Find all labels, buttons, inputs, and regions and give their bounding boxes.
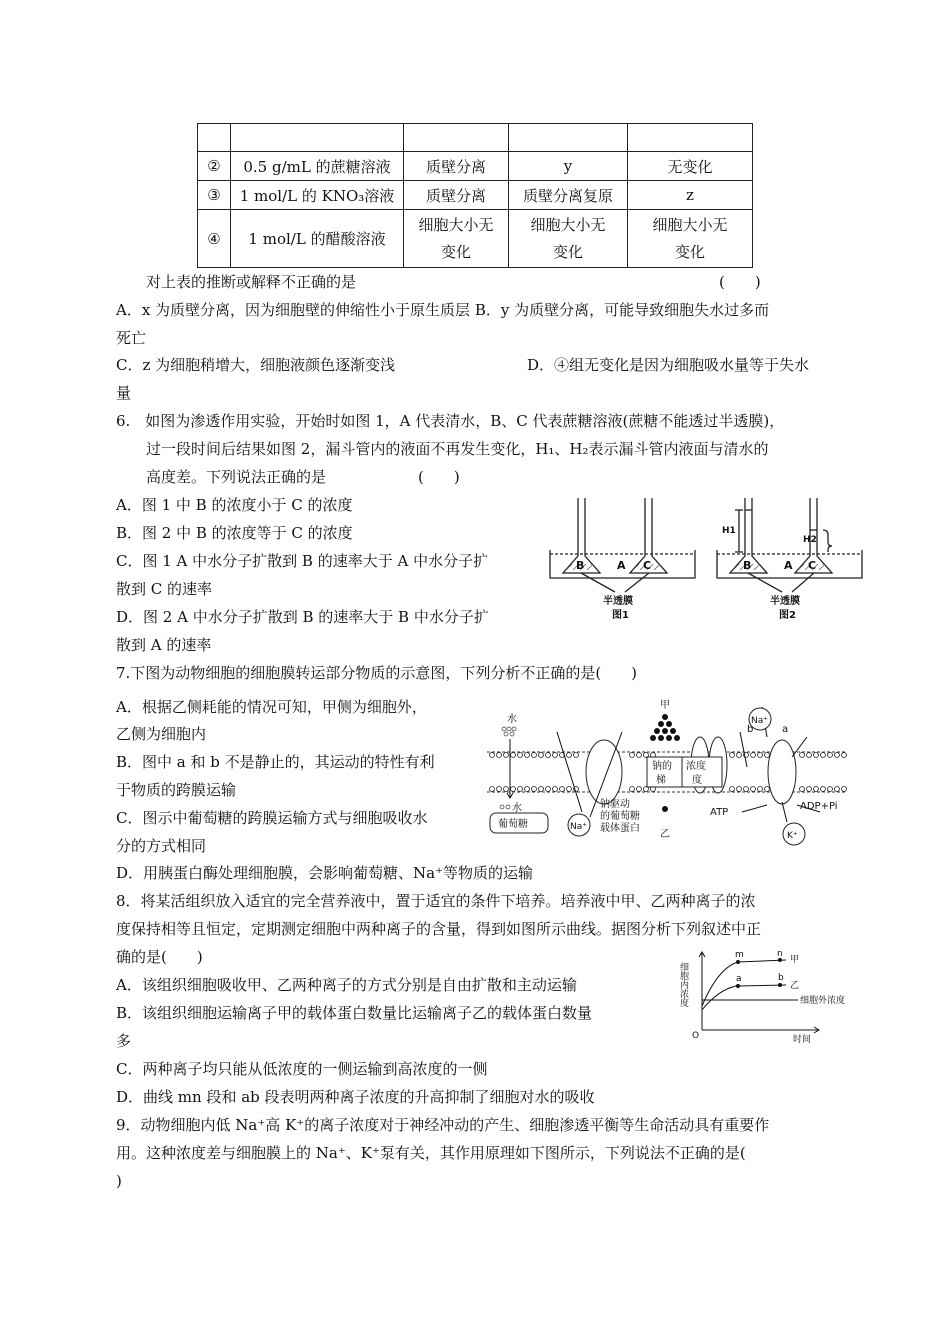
q7-option-a: A．根据乙侧耗能的情况可知，甲侧为细胞外， xyxy=(116,698,427,716)
osmosis-figure xyxy=(545,480,865,630)
label-a: A xyxy=(784,559,793,572)
result-cell: 细胞大小无 变化 xyxy=(509,210,628,268)
atp-label: ATP xyxy=(710,807,729,818)
solution-cell: 1 mol/L 的 KNO₃溶液 xyxy=(231,181,404,210)
q7-option-c: C．图示中葡萄糖的跨膜运输方式与细胞吸收水 xyxy=(116,809,428,827)
table-cell xyxy=(509,124,628,152)
na-label: Na⁺ xyxy=(570,822,587,832)
y-axis-label: 细胞内浓度 xyxy=(678,962,688,1007)
series-yi-label: 乙 xyxy=(790,981,800,991)
q7-option-c-cont: 分的方式相同 xyxy=(116,837,207,855)
label-b: B xyxy=(576,559,585,572)
ion-concentration-graph xyxy=(678,948,868,1045)
result-cell: 细胞大小无 变化 xyxy=(404,210,509,268)
label-a: A xyxy=(617,559,626,572)
water-label: 水 xyxy=(512,803,522,814)
figure-2-caption: 图2 xyxy=(779,610,796,621)
gradient-label: 钠的 xyxy=(652,761,672,772)
carrier-label: 钠驱动 xyxy=(600,799,630,810)
q9-stem-line2: 用。这种浓度差与细胞膜上的 Na⁺、K⁺泵有关，其作用原理如下图所示，下列说法不正确的是( xyxy=(116,1144,746,1162)
q6-option-a: A．图 1 中 B 的浓度小于 C 的浓度 xyxy=(116,496,353,514)
q6-stem-line2: 过一段时间后结果如图 2，漏斗管内的液面不再发生变化，H₁、H₂表示漏斗管内液面与清水的 xyxy=(146,440,769,458)
q6-stem-line3: 高度差。下列说法正确的是 xyxy=(146,468,327,486)
q5-stem: 对上表的推断或解释不正确的是 xyxy=(146,273,357,291)
label-c: C xyxy=(808,559,817,572)
q5-option-a-cont: 死亡 xyxy=(116,329,147,347)
q6-option-d-cont: 散到 A 的速率 xyxy=(116,636,212,654)
point-b-label: b xyxy=(778,973,784,983)
point-a-label: a xyxy=(736,974,742,984)
answer-paren: ( ) xyxy=(719,273,761,291)
point-n-label: n xyxy=(777,949,783,959)
q6-option-c-cont: 散到 C 的速率 xyxy=(116,580,213,598)
membrane-label: 半透膜 xyxy=(770,596,800,607)
q6-option-c: C．图 1 A 中水分子扩散到 B 的速率大于 A 中水分子扩 xyxy=(116,552,489,570)
result-cell: 质壁分离 xyxy=(404,152,509,181)
label-h2: H2 xyxy=(803,535,817,545)
table-cell xyxy=(231,124,404,152)
k-label: K⁺ xyxy=(787,831,798,841)
protein-b-label: b xyxy=(747,724,754,735)
q8-stem-line1: 8．将某活组织放入适宜的完全营养液中，置于适宜的条件下培养。培养液中甲、乙两种离子的浓 xyxy=(116,892,756,910)
row-number: ② xyxy=(198,152,231,181)
na-label: Na⁺ xyxy=(751,716,768,726)
water-label: 水 xyxy=(507,714,517,725)
row-number: ③ xyxy=(198,181,231,210)
result-cell: y xyxy=(509,152,628,181)
q8-option-b: B．该组织细胞运输离子甲的载体蛋白数量比运输离子乙的载体蛋白数量 xyxy=(116,1004,593,1022)
q7-option-b-cont: 于物质的跨膜运输 xyxy=(116,781,237,799)
result-cell: 细胞大小无 变化 xyxy=(628,210,753,268)
membrane-transport-figure xyxy=(482,697,852,847)
q6-option-d: D．图 2 A 中水分子扩散到 B 的速率大于 B 中水分子扩 xyxy=(116,608,489,626)
result-cell: 质壁分离复原 xyxy=(509,181,628,210)
side-jia-label: 甲 xyxy=(660,700,670,711)
q7-stem: 7.下图为动物细胞的细胞膜转运部分物质的示意图，下列分析不正确的是( ) xyxy=(116,664,638,682)
q9-stem-line1: 9．动物细胞内低 Na⁺高 K⁺的离子浓度对于神经冲动的产生、细胞渗透平衡等生命活动具有重要作 xyxy=(116,1116,770,1134)
origin-label: O xyxy=(692,1031,700,1041)
gradient-label: 梯 xyxy=(656,775,666,786)
q7-option-a-cont: 乙侧为细胞内 xyxy=(116,725,207,743)
membrane-label: 半透膜 xyxy=(603,596,633,607)
carrier-label: 的葡萄糖 xyxy=(600,811,640,822)
q8-stem-line3: 确的是( ) xyxy=(116,948,203,966)
gradient-label: 浓度 xyxy=(686,761,706,772)
table-cell xyxy=(198,124,231,152)
carrier-label: 载体蛋白 xyxy=(600,823,640,834)
glucose-label: 葡萄糖 xyxy=(498,819,528,830)
q8-option-c: C．两种离子均只能从低浓度的一侧运输到高浓度的一侧 xyxy=(116,1060,488,1078)
q7-option-d: D．用胰蛋白酶处理细胞膜，会影响葡萄糖、Na⁺等物质的运输 xyxy=(116,864,534,882)
series-jia-label: 甲 xyxy=(790,955,800,965)
result-cell: 质壁分离 xyxy=(404,181,509,210)
q6-stem-line1: 6. 如图为渗透作用实验，开始时如图 1，A 代表清水，B、C 代表蔗糖溶液(蔗糖不能透过半透膜)， xyxy=(116,412,785,430)
table-cell xyxy=(628,124,753,152)
q8-option-b-cont: 多 xyxy=(116,1032,132,1050)
q5-option-d-cont: 量 xyxy=(116,384,132,402)
adp-label: ADP+Pi xyxy=(800,801,838,812)
figure-1-caption: 图1 xyxy=(612,610,629,621)
solution-cell: 0.5 g/mL 的蔗糖溶液 xyxy=(231,152,404,181)
q5-table xyxy=(197,123,753,268)
outside-concentration-label: 细胞外浓度 xyxy=(800,996,846,1006)
label-b: B xyxy=(743,559,752,572)
q5-option-c: C．z 为细胞稍增大，细胞液颜色逐渐变浅 xyxy=(116,356,396,374)
q6-option-b: B．图 2 中 B 的浓度等于 C 的浓度 xyxy=(116,524,353,542)
result-cell: 无变化 xyxy=(628,152,753,181)
q7-option-b: B．图中 a 和 b 不是静止的，其运动的特性有利 xyxy=(116,753,435,771)
table-cell xyxy=(404,124,509,152)
side-yi-label: 乙 xyxy=(660,829,670,840)
q8-stem-line2: 度保持相等且恒定，定期测定细胞中两种离子的含量，得到如图所示曲线。据图分析下列叙述中正 xyxy=(116,920,762,938)
row-number: ④ xyxy=(198,210,231,268)
x-axis-label: 时间 xyxy=(793,1035,812,1045)
table-row xyxy=(198,181,753,210)
q9-stem-line3: ) xyxy=(116,1172,122,1190)
gradient-label: 度 xyxy=(692,775,702,786)
q8-option-d: D．曲线 mn 段和 ab 段表明两种离子浓度的升高抑制了细胞对水的吸收 xyxy=(116,1088,595,1106)
protein-a-label: a xyxy=(782,724,789,735)
table-row xyxy=(198,152,753,181)
q8-option-a: A．该组织细胞吸收甲、乙两种离子的方式分别是自由扩散和主动运输 xyxy=(116,976,577,994)
point-m-label: m xyxy=(735,950,744,960)
result-cell: z xyxy=(628,181,753,210)
solution-cell: 1 mol/L 的醋酸溶液 xyxy=(231,210,404,268)
label-c: C xyxy=(643,559,652,572)
q5-option-d: D．④组无变化是因为细胞吸水量等于失水 xyxy=(527,356,810,374)
answer-paren: ( ) xyxy=(418,468,460,486)
table-row xyxy=(198,210,753,268)
q5-option-a: A．x 为质壁分离，因为细胞壁的伸缩性小于原生质层 B．y 为质壁分离，可能导致细胞失水过多而 xyxy=(116,301,770,319)
label-h1: H1 xyxy=(722,526,736,536)
